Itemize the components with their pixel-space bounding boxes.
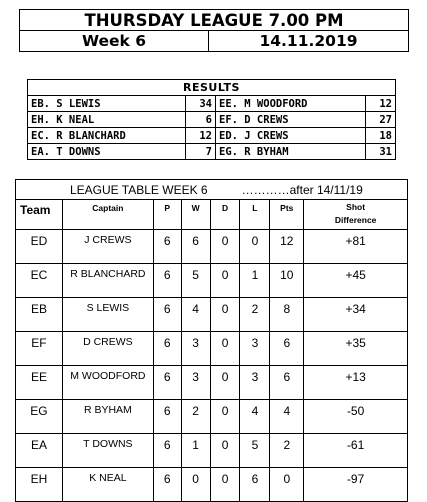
won-cell: 0 — [181, 468, 210, 502]
points-cell: 6 — [270, 366, 304, 400]
header-sd-line1: Shot — [346, 202, 366, 212]
lost-cell: 4 — [240, 400, 270, 434]
points-cell: 4 — [270, 400, 304, 434]
drawn-cell: 0 — [210, 332, 240, 366]
team-cell: ED — [16, 230, 63, 264]
header-team: Team — [16, 200, 63, 230]
header-sd-line2: Difference — [334, 215, 377, 225]
lost-cell: 3 — [240, 366, 270, 400]
result-row — [28, 112, 396, 128]
result-row — [28, 128, 396, 144]
result-left-name: EA. T DOWNS — [28, 144, 186, 160]
result-left-score: 6 — [186, 112, 216, 128]
played-cell: 6 — [153, 434, 181, 468]
result-left-score: 34 — [186, 96, 216, 112]
points-cell: 12 — [270, 230, 304, 264]
lost-cell: 1 — [240, 264, 270, 298]
table-row — [16, 264, 408, 298]
header-p: P — [153, 200, 181, 230]
result-left-score: 7 — [186, 144, 216, 160]
result-right-score: 27 — [366, 112, 396, 128]
team-cell: EA — [16, 434, 63, 468]
league-title-cell — [16, 180, 408, 200]
results-title: RESULTS — [28, 80, 396, 96]
played-cell: 6 — [153, 230, 181, 264]
lost-cell: 2 — [240, 298, 270, 332]
shot-difference-cell: +13 — [304, 366, 408, 400]
header-d: D — [210, 200, 240, 230]
won-cell: 4 — [181, 298, 210, 332]
drawn-cell: 0 — [210, 434, 240, 468]
league-subtitle: …………after 14/11/19 — [241, 182, 363, 197]
result-right-name: EE. M WOODFORD — [216, 96, 366, 112]
played-cell: 6 — [153, 468, 181, 502]
won-cell: 6 — [181, 230, 210, 264]
table-row — [16, 230, 408, 264]
lost-cell: 3 — [240, 332, 270, 366]
won-cell: 3 — [181, 366, 210, 400]
drawn-cell: 0 — [210, 468, 240, 502]
team-cell: EC — [16, 264, 63, 298]
date-label: 14.11.2019 — [209, 31, 409, 52]
table-row — [16, 468, 408, 502]
table-row — [16, 332, 408, 366]
page-title: THURSDAY LEAGUE 7.00 PM — [20, 10, 409, 31]
drawn-cell: 0 — [210, 298, 240, 332]
played-cell: 6 — [153, 366, 181, 400]
captain-cell: R BYHAM — [62, 400, 153, 434]
captain-cell: D CREWS — [62, 332, 153, 366]
team-cell: EB — [16, 298, 63, 332]
team-cell: EH — [16, 468, 63, 502]
table-row — [16, 366, 408, 400]
lost-cell: 6 — [240, 468, 270, 502]
league-header-row — [16, 200, 408, 230]
shot-difference-cell: -97 — [304, 468, 408, 502]
header-table — [19, 9, 409, 52]
won-cell: 5 — [181, 264, 210, 298]
shot-difference-cell: -61 — [304, 434, 408, 468]
shot-difference-cell: +35 — [304, 332, 408, 366]
points-cell: 10 — [270, 264, 304, 298]
league-title: LEAGUE TABLE WEEK 6 — [70, 182, 208, 197]
result-left-name: EC. R BLANCHARD — [28, 128, 186, 144]
header-shot-difference — [304, 200, 408, 230]
played-cell: 6 — [153, 264, 181, 298]
shot-difference-cell: +34 — [304, 298, 408, 332]
captain-cell: S LEWIS — [62, 298, 153, 332]
shot-difference-cell: -50 — [304, 400, 408, 434]
shot-difference-cell: +81 — [304, 230, 408, 264]
result-row — [28, 144, 396, 160]
won-cell: 2 — [181, 400, 210, 434]
drawn-cell: 0 — [210, 230, 240, 264]
captain-cell: M WOODFORD — [62, 366, 153, 400]
shot-difference-cell: +45 — [304, 264, 408, 298]
team-cell: EE — [16, 366, 63, 400]
result-left-score: 12 — [186, 128, 216, 144]
team-cell: EF — [16, 332, 63, 366]
lost-cell: 0 — [240, 230, 270, 264]
captain-cell: K NEAL — [62, 468, 153, 502]
result-right-name: ED. J CREWS — [216, 128, 366, 144]
result-right-name: EF. D CREWS — [216, 112, 366, 128]
table-row — [16, 400, 408, 434]
table-row — [16, 434, 408, 468]
result-left-name: EB. S LEWIS — [28, 96, 186, 112]
captain-cell: J CREWS — [62, 230, 153, 264]
lost-cell: 5 — [240, 434, 270, 468]
result-row — [28, 96, 396, 112]
captain-cell: R BLANCHARD — [62, 264, 153, 298]
drawn-cell: 0 — [210, 366, 240, 400]
played-cell: 6 — [153, 332, 181, 366]
played-cell: 6 — [153, 400, 181, 434]
header-l: L — [240, 200, 270, 230]
points-cell: 8 — [270, 298, 304, 332]
played-cell: 6 — [153, 298, 181, 332]
won-cell: 1 — [181, 434, 210, 468]
results-table — [27, 79, 396, 160]
team-cell: EG — [16, 400, 63, 434]
won-cell: 3 — [181, 332, 210, 366]
captain-cell: T DOWNS — [62, 434, 153, 468]
result-right-score: 31 — [366, 144, 396, 160]
header-pts: Pts — [270, 200, 304, 230]
week-label: Week 6 — [20, 31, 209, 52]
table-row — [16, 298, 408, 332]
drawn-cell: 0 — [210, 400, 240, 434]
points-cell: 6 — [270, 332, 304, 366]
header-w: W — [181, 200, 210, 230]
result-right-score: 18 — [366, 128, 396, 144]
points-cell: 0 — [270, 468, 304, 502]
result-right-score: 12 — [366, 96, 396, 112]
drawn-cell: 0 — [210, 264, 240, 298]
points-cell: 2 — [270, 434, 304, 468]
result-right-name: EG. R BYHAM — [216, 144, 366, 160]
header-captain: Captain — [62, 200, 153, 230]
league-table — [15, 179, 408, 502]
result-left-name: EH. K NEAL — [28, 112, 186, 128]
